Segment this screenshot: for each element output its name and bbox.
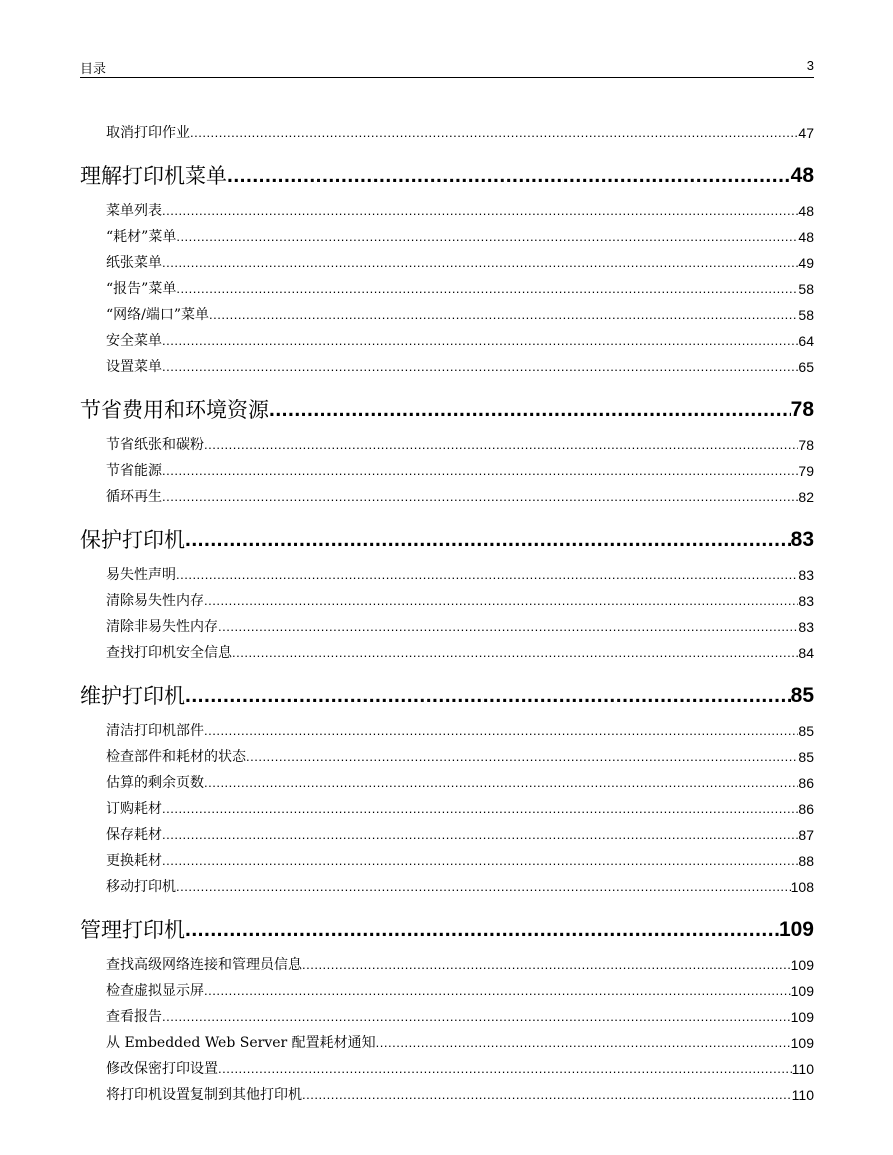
- toc-entry-title: 清除非易失性内存: [106, 619, 218, 635]
- toc-entry-page: 47: [798, 125, 814, 141]
- dot-leader: [162, 458, 798, 484]
- toc-entry-title: 纸张菜单: [106, 255, 162, 271]
- toc-entry-title: 更换耗材: [106, 853, 162, 869]
- toc-entry-title: 修改保密打印设置: [106, 1061, 218, 1077]
- toc-entry[interactable]: [80, 796, 814, 822]
- dot-leader: [376, 1030, 791, 1056]
- toc-entry-page: 109: [790, 1009, 814, 1025]
- toc-entry-title: 节省纸张和碳粉: [106, 437, 204, 453]
- toc-entry-title: 估算的剩余页数: [106, 775, 204, 791]
- toc-entry[interactable]: [80, 640, 814, 666]
- toc-entry-page: 83: [798, 593, 814, 609]
- toc-entry-page: 108: [790, 879, 814, 895]
- toc-entry[interactable]: [80, 354, 814, 380]
- toc-entry[interactable]: [80, 120, 814, 146]
- toc-entry-title: 安全菜单: [106, 333, 162, 349]
- dot-leader: [204, 718, 798, 744]
- dot-leader: [218, 1056, 792, 1082]
- toc-chapter-entry[interactable]: [80, 510, 814, 562]
- toc-entry-title: 从 Embedded Web Server 配置耗材通知: [106, 1035, 376, 1051]
- dot-leader: [162, 1004, 791, 1030]
- toc-entry-page: 48: [798, 203, 814, 219]
- toc-entry-page: 86: [798, 775, 814, 791]
- toc-entry-title: 查看报告: [106, 1009, 162, 1025]
- dot-leader: [246, 744, 798, 770]
- toc-entry-title: 理解打印机菜单: [80, 164, 227, 188]
- dot-leader: [209, 302, 798, 328]
- toc-entry-title: 移动打印机: [106, 879, 176, 895]
- toc-entry-title: 检查部件和耗材的状态: [106, 749, 246, 765]
- toc-entry-title: 查找高级网络连接和管理员信息: [106, 957, 302, 973]
- toc-entry[interactable]: [80, 432, 814, 458]
- dot-leader: [162, 822, 798, 848]
- toc-entry[interactable]: [80, 484, 814, 510]
- toc-entry-page: 109: [790, 983, 814, 999]
- toc-entry[interactable]: [80, 458, 814, 484]
- toc-entry[interactable]: [80, 848, 814, 874]
- toc-entry-page: 65: [798, 359, 814, 375]
- toc-entry-page: 83: [790, 528, 814, 551]
- toc-entry[interactable]: [80, 770, 814, 796]
- table-of-contents: [80, 120, 814, 1108]
- toc-entry-title: 菜单列表: [106, 203, 162, 219]
- toc-entry[interactable]: [80, 562, 814, 588]
- toc-entry-title: 将打印机设置复制到其他打印机: [106, 1087, 302, 1103]
- dot-leader: [162, 328, 798, 354]
- toc-entry[interactable]: [80, 874, 814, 900]
- toc-entry-title: “耗材”菜单: [106, 229, 177, 245]
- toc-entry-title: 易失性声明: [106, 567, 176, 583]
- toc-entry-page: 109: [778, 918, 814, 941]
- toc-entry-page: 58: [798, 307, 814, 323]
- toc-entry-title: 保存耗材: [106, 827, 162, 843]
- toc-entry-title: 循环再生: [106, 489, 162, 505]
- toc-chapter-entry[interactable]: [80, 146, 814, 198]
- dot-leader: [176, 224, 798, 250]
- toc-entry-title: 节省费用和环境资源: [80, 398, 269, 422]
- toc-entry-page: 85: [790, 684, 814, 707]
- toc-entry[interactable]: [80, 224, 814, 250]
- toc-entry-page: 48: [798, 229, 814, 245]
- dot-leader: [269, 388, 791, 432]
- toc-entry[interactable]: [80, 1030, 814, 1056]
- dot-leader: [204, 432, 798, 458]
- toc-chapter-entry[interactable]: [80, 900, 814, 952]
- toc-entry[interactable]: [80, 198, 814, 224]
- toc-entry[interactable]: [80, 588, 814, 614]
- dot-leader: [218, 614, 798, 640]
- dot-leader: [176, 276, 798, 302]
- toc-entry-title: 节省能源: [106, 463, 162, 479]
- toc-entry[interactable]: [80, 302, 814, 328]
- toc-entry[interactable]: [80, 276, 814, 302]
- toc-entry-page: 49: [798, 255, 814, 271]
- toc-entry[interactable]: [80, 952, 814, 978]
- toc-entry[interactable]: [80, 1056, 814, 1082]
- dot-leader: [204, 770, 798, 796]
- toc-chapter-entry[interactable]: [80, 380, 814, 432]
- toc-entry-title: 管理打印机: [80, 918, 185, 942]
- toc-entry-title: 订购耗材: [106, 801, 162, 817]
- toc-entry-page: 86: [798, 801, 814, 817]
- dot-leader: [162, 250, 798, 276]
- toc-entry-page: 110: [791, 1087, 814, 1103]
- toc-entry-page: 64: [798, 333, 814, 349]
- dot-leader: [162, 484, 798, 510]
- dot-leader: [185, 518, 791, 562]
- dot-leader: [162, 354, 798, 380]
- toc-entry-title: 清洁打印机部件: [106, 723, 204, 739]
- dot-leader: [162, 848, 798, 874]
- toc-entry-page: 84: [798, 645, 814, 661]
- toc-entry-page: 109: [790, 957, 814, 973]
- toc-entry[interactable]: [80, 744, 814, 770]
- toc-entry-page: 109: [790, 1035, 814, 1051]
- toc-entry[interactable]: [80, 978, 814, 1004]
- dot-leader: [227, 154, 791, 198]
- header-title: 目录: [80, 62, 107, 77]
- toc-entry-title: “网络/端口”菜单: [106, 307, 210, 323]
- dot-leader: [190, 120, 798, 146]
- toc-entry[interactable]: [80, 1004, 814, 1030]
- dot-leader: [302, 952, 791, 978]
- dot-leader: [302, 1082, 792, 1108]
- toc-entry-page: 83: [798, 619, 814, 635]
- toc-chapter-entry[interactable]: [80, 666, 814, 718]
- dot-leader: [176, 874, 791, 900]
- toc-entry-page: 79: [798, 463, 814, 479]
- toc-entry-page: 83: [798, 567, 814, 583]
- toc-entry-page: 87: [798, 827, 814, 843]
- dot-leader: [176, 562, 798, 588]
- toc-entry-page: 48: [790, 164, 814, 187]
- toc-entry[interactable]: [80, 822, 814, 848]
- dot-leader: [204, 588, 798, 614]
- dot-leader: [185, 674, 791, 718]
- header-page-number: 3: [806, 58, 814, 73]
- toc-entry-title: 查找打印机安全信息: [106, 645, 232, 661]
- toc-entry-title: 维护打印机: [80, 684, 185, 708]
- toc-entry-page: 110: [791, 1061, 814, 1077]
- toc-entry-title: 设置菜单: [106, 359, 162, 375]
- toc-entry-title: 取消打印作业: [106, 125, 190, 141]
- toc-entry[interactable]: [80, 718, 814, 744]
- dot-leader: [162, 198, 798, 224]
- dot-leader: [162, 796, 798, 822]
- toc-entry-title: 保护打印机: [80, 528, 185, 552]
- toc-entry-page: 85: [798, 749, 814, 765]
- toc-entry-page: 85: [798, 723, 814, 739]
- toc-entry[interactable]: [80, 1082, 814, 1108]
- toc-entry-page: 88: [798, 853, 814, 869]
- toc-entry[interactable]: [80, 614, 814, 640]
- toc-entry-title: “报告”菜单: [106, 281, 177, 297]
- toc-entry-page: 82: [798, 489, 814, 505]
- dot-leader: [232, 640, 798, 666]
- toc-entry-title: 检查虚拟显示屏: [106, 983, 204, 999]
- toc-entry-page: 58: [798, 281, 814, 297]
- toc-entry[interactable]: [80, 328, 814, 354]
- toc-entry-page: 78: [798, 437, 814, 453]
- page-header: [80, 58, 814, 78]
- toc-entry[interactable]: [80, 250, 814, 276]
- dot-leader: [204, 978, 791, 1004]
- toc-entry-page: 78: [790, 398, 814, 421]
- dot-leader: [185, 908, 779, 952]
- toc-entry-title: 清除易失性内存: [106, 593, 204, 609]
